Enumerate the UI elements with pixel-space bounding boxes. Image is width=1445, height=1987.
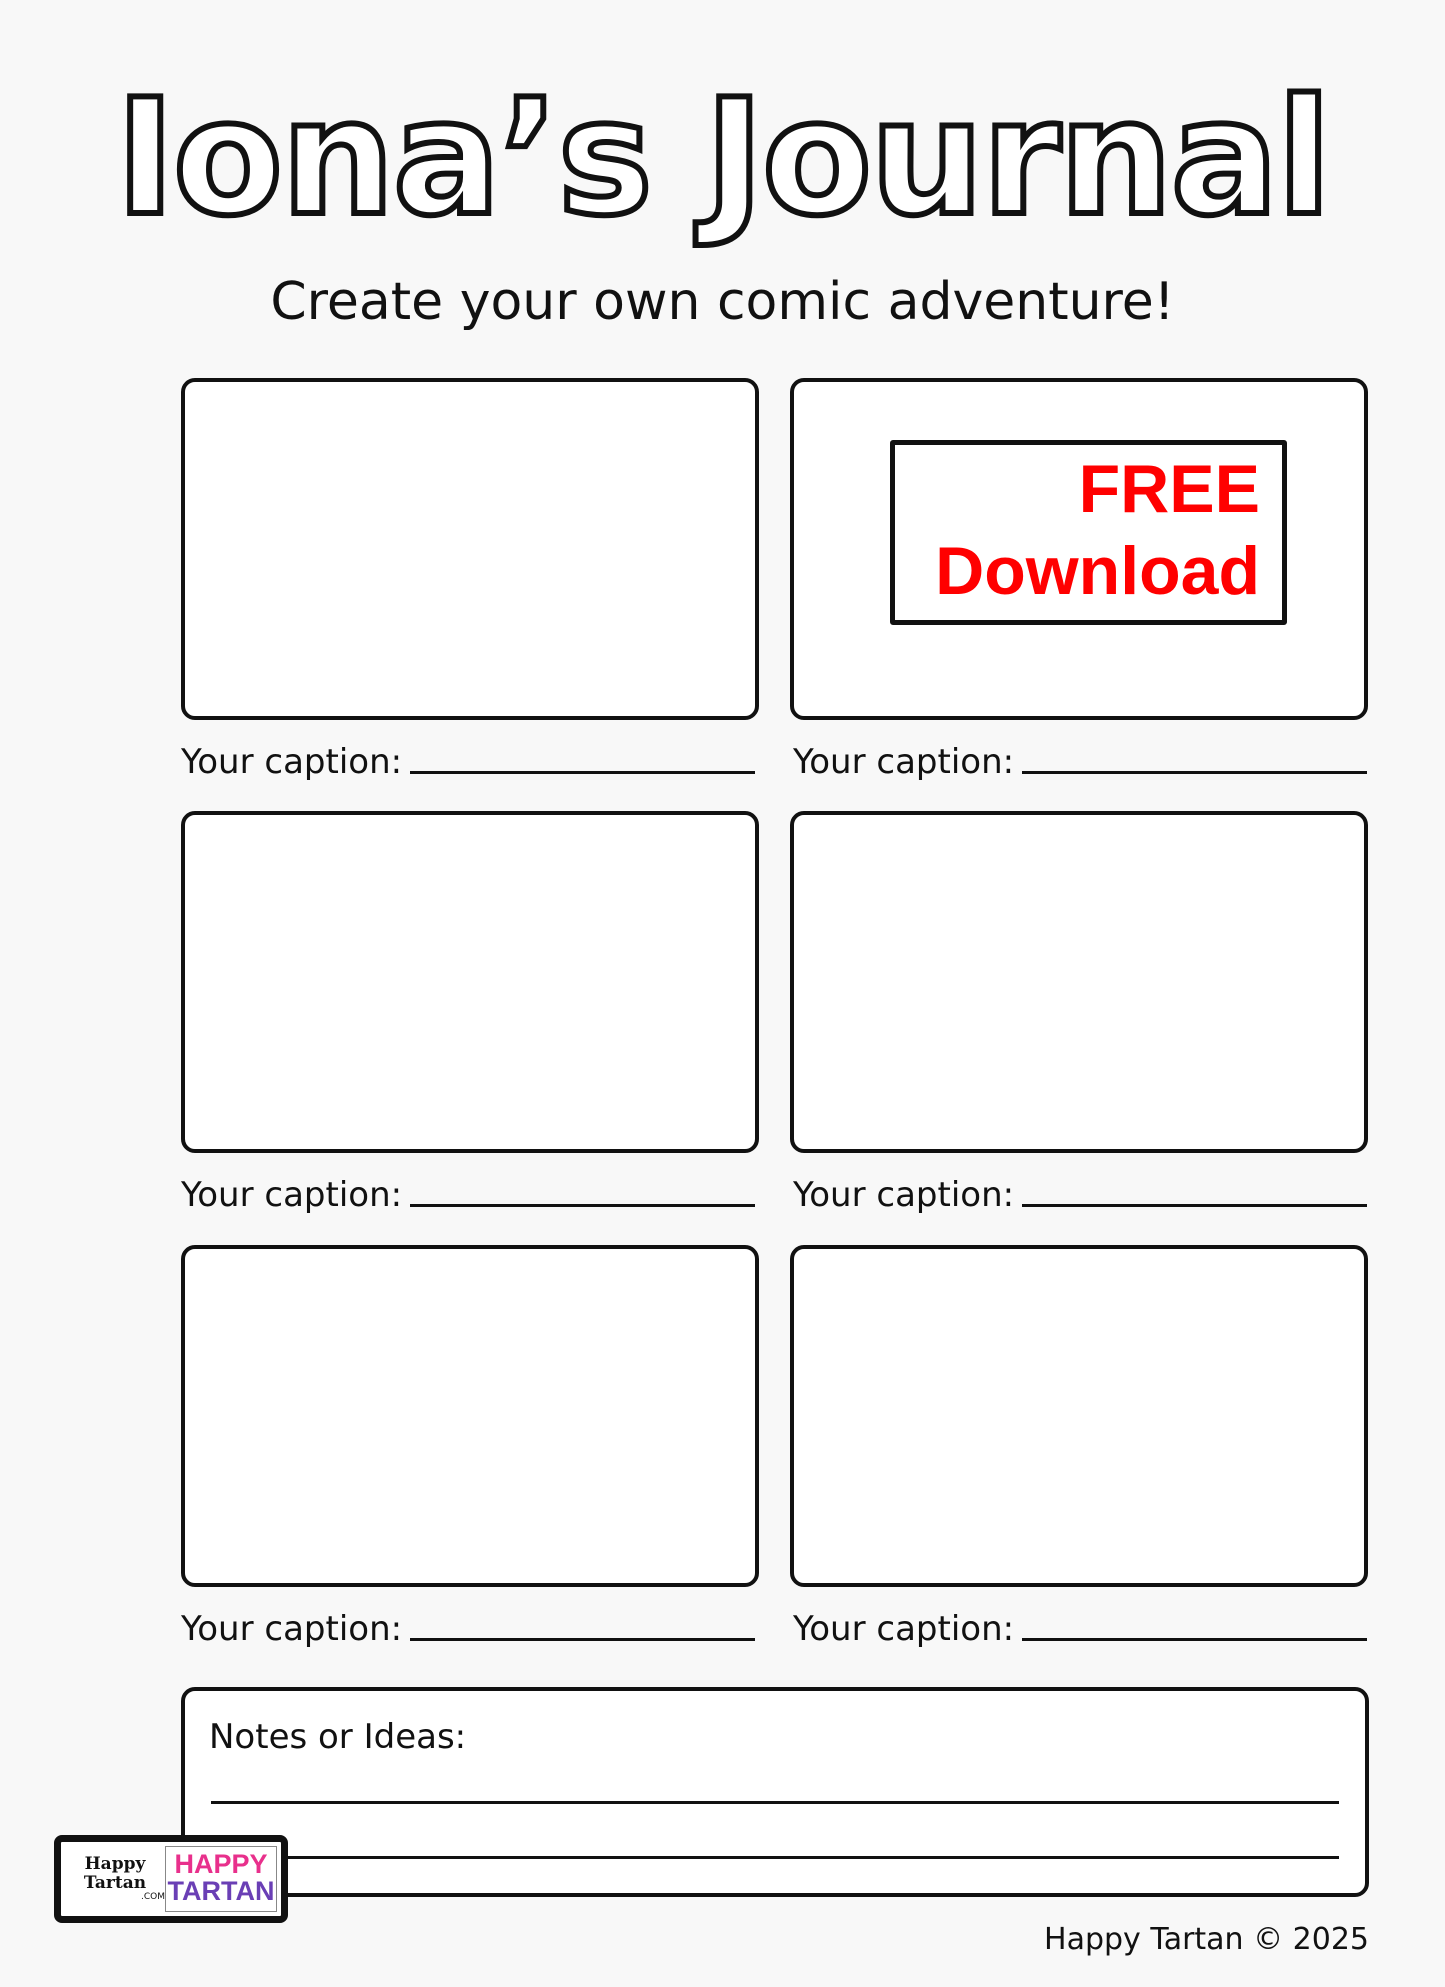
caption-label: Your caption: [181,1175,403,1215]
caption-label: Your caption: [793,742,1015,782]
comic-panel-4 [790,811,1368,1153]
caption-label: Your caption: [181,742,403,782]
caption-label: Your caption: [181,1609,403,1649]
caption-line [410,771,755,774]
caption-row-1 [181,738,759,782]
caption-row-3 [181,1171,759,1215]
caption-line [1022,1638,1367,1641]
caption-label: Your caption: [793,1175,1015,1215]
logo-text: Tartan [83,1873,147,1894]
caption-line [410,1204,755,1207]
logo-text: Happy [84,1854,146,1875]
notes-box [181,1687,1369,1897]
logo-text: HAPPY [174,1849,268,1879]
badge-line-1: FREE [1078,451,1260,527]
logo-right [165,1846,277,1912]
page-subtitle: Create your own comic adventure! [270,272,1175,332]
notes-line [211,1801,1339,1804]
comic-panel-3 [181,811,759,1153]
happy-tartan-logo[interactable] [54,1835,288,1923]
caption-label: Your caption: [793,1609,1015,1649]
comic-panel-6 [790,1245,1368,1587]
caption-row-6 [793,1605,1371,1649]
comic-panel-5 [181,1245,759,1587]
notes-line [211,1856,1339,1859]
page-title: Iona’s Journal [115,64,1330,251]
logo-text: TARTAN [167,1876,275,1906]
caption-row-2 [793,738,1371,782]
caption-line [1022,771,1367,774]
comic-panel-1 [181,378,759,720]
badge-line-2: Download [935,532,1260,609]
caption-line [1022,1204,1367,1207]
logo-text: .COM [141,1891,165,1902]
caption-line [410,1638,755,1641]
logo-left [65,1855,165,1902]
copyright-footer: Happy Tartan © 2025 [1044,1922,1369,1957]
caption-row-4 [793,1171,1371,1215]
free-download-badge[interactable] [890,440,1287,625]
caption-row-5 [181,1605,759,1649]
notes-label: Notes or Ideas: [209,1717,467,1757]
